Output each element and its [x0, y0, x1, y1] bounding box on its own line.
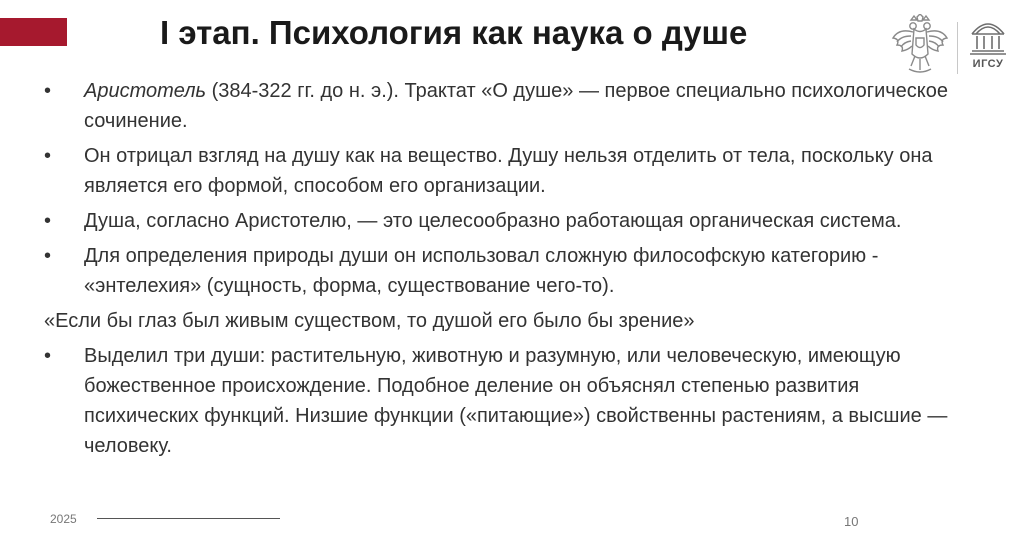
university-building-logo-icon: [963, 18, 1013, 56]
page-number: 10: [844, 514, 859, 529]
brand-name: ИГСУ: [972, 58, 1004, 70]
bullet-icon: •: [44, 345, 52, 367]
double-headed-eagle-emblem-icon: [891, 14, 949, 78]
quote-text: «Если бы глаз был живым существом, то душой его было бы зрение»: [44, 310, 695, 332]
list-item-text: Душа, согласно Аристотелю, — это целесообразно работающая органическая система.: [84, 210, 902, 232]
list-item: [44, 341, 964, 461]
accent-bar: [0, 18, 67, 46]
bullet-icon: •: [44, 145, 52, 167]
list-item-text: Выделил три души: растительную, животную и разумную, или человеческую, имеющую божественное происхождение. Подобное деление он объяснял степенью развития психических функций. Низшие функции («питающие») свойственны растениям, а высшие — человеку.: [84, 345, 948, 457]
slide-title: I этап. Психология как наука о душе: [160, 14, 748, 51]
list-item: [44, 241, 964, 301]
brand-logo: [963, 18, 1013, 78]
list-item-text: (384-322 гг. до н. э.). Трактат «О душе» — первое специально психологическое сочинение.: [84, 80, 949, 132]
list-item-text: Для определения природы души он использовал сложную философскую категорию - «энтелехия» (сущность, форма, существование чего-то).: [84, 245, 879, 297]
list-item: [44, 76, 964, 136]
footer-year: 2025: [50, 512, 77, 526]
quote-item: [44, 306, 964, 336]
list-item: [44, 206, 964, 236]
bullet-icon: •: [44, 245, 52, 267]
footer-divider: [97, 518, 280, 519]
logo-divider: [957, 22, 958, 74]
bullet-icon: •: [44, 80, 52, 102]
list-item: [44, 141, 964, 201]
bullet-icon: •: [44, 210, 52, 232]
list-item-text: Он отрицал взгляд на душу как на вещество. Душу нельзя отделить от тела, поскольку она является его формой, способом его организации.: [84, 145, 933, 197]
content-list: [44, 76, 964, 466]
list-item-lead: Аристотель: [84, 80, 207, 102]
